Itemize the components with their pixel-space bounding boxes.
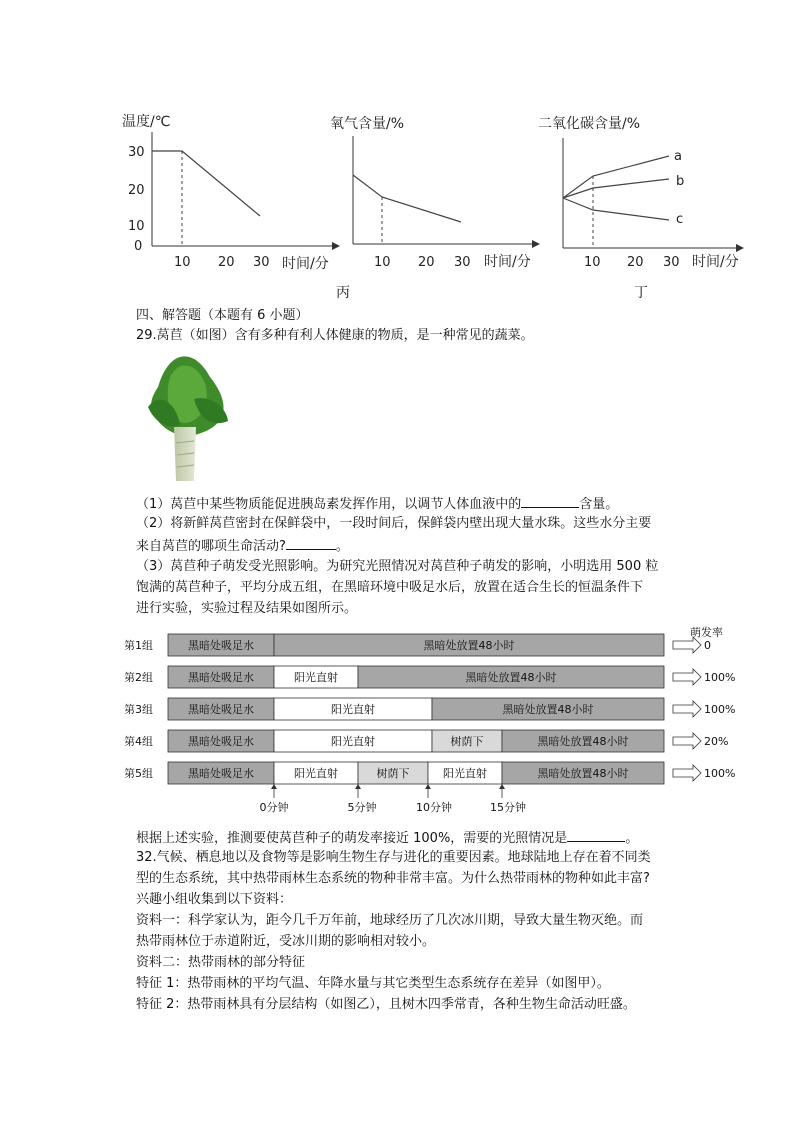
group-label: 第1组 bbox=[124, 639, 153, 652]
q29-part2-line2 bbox=[136, 535, 349, 557]
experiment-diagram bbox=[122, 622, 742, 822]
segment-label: 黑暗处吸足水 bbox=[188, 703, 254, 716]
q32-line6: 资料二：热带雨林的部分特征 bbox=[136, 955, 306, 970]
segment-label: 黑暗处吸足水 bbox=[188, 735, 254, 748]
q29-part1-blank[interactable] bbox=[521, 493, 579, 508]
group-label: 第4组 bbox=[124, 735, 153, 748]
oxygen-y-title: 氧气含量/% bbox=[330, 116, 405, 132]
group-label: 第5组 bbox=[124, 767, 153, 780]
q29-part1-text: （1）莴苣中某些物质能促进胰岛素发挥作用，以调节人体血液中的 bbox=[136, 497, 522, 512]
group-rate: 100% bbox=[704, 671, 736, 684]
q32-line5: 热带雨林位于赤道附近，受冰川期的影响相对较小。 bbox=[136, 934, 436, 949]
temp-x-tick: 20 bbox=[218, 255, 235, 270]
q29-conclusion bbox=[136, 827, 638, 849]
segment-label: 黑暗处吸足水 bbox=[188, 767, 254, 780]
segment-label: 阳光直射 bbox=[294, 671, 338, 684]
oxygen-series-line bbox=[353, 175, 461, 222]
oxygen-x-tick: 20 bbox=[418, 255, 435, 270]
oxygen-x-tick: 30 bbox=[454, 255, 471, 270]
q32-line4: 资料一：科学家认为，距今几千万年前，地球经历了几次冰川期，导致大量生物灭绝。而 bbox=[136, 913, 644, 928]
time-label: 5分钟 bbox=[347, 801, 377, 814]
oxygen-chart bbox=[330, 108, 542, 278]
co2-y-title: 二氧化碳含量/% bbox=[538, 116, 641, 132]
segment-label: 黑暗处放置48小时 bbox=[502, 703, 594, 716]
co2-series-c bbox=[563, 198, 669, 220]
q29-part2-text: 来自莴苣的哪项生命活动? bbox=[136, 539, 286, 554]
group-label: 第3组 bbox=[124, 703, 153, 716]
group-rate: 0 bbox=[704, 639, 711, 652]
co2-series-label-c: c bbox=[676, 212, 684, 227]
q29-part3-line1: （3）莴苣种子萌发受光照影响。为研究光照情况对莴苣种子萌发的影响，小明选用 500 粒 bbox=[136, 559, 659, 574]
co2-series-label-b: b bbox=[676, 174, 685, 189]
time-marker-head bbox=[499, 784, 505, 789]
q29-part2-line1: （2）将新鲜莴苣密封在保鲜袋中，一段时间后，保鲜袋内壁出现大量水珠。这些水分主要 bbox=[136, 516, 652, 531]
q32-line3: 兴趣小组收集到以下资料： bbox=[136, 892, 293, 907]
segment-label: 黑暗处吸足水 bbox=[188, 639, 254, 652]
temp-y-tick: 0 bbox=[134, 239, 143, 254]
result-arrow bbox=[673, 733, 701, 749]
temp-series-line bbox=[152, 151, 260, 216]
q29-part1 bbox=[136, 493, 618, 515]
segment-label: 阳光直射 bbox=[331, 703, 375, 716]
oxygen-chart-caption: 丙 bbox=[336, 285, 350, 301]
segment-label: 黑暗处放置48小时 bbox=[537, 767, 629, 780]
time-marker-head bbox=[425, 784, 431, 789]
q29-intro: 29.莴苣（如图）含有多种有利人体健康的物质，是一种常见的蔬菜。 bbox=[136, 328, 534, 343]
section-title: 四、解答题（本题有 6 小题） bbox=[136, 308, 309, 323]
temp-y-tick: 20 bbox=[128, 183, 145, 198]
q29-conclusion-blank[interactable] bbox=[567, 827, 625, 842]
segment-label: 黑暗处吸足水 bbox=[188, 671, 254, 684]
q32-line8: 特征 2：热带雨林具有分层结构（如图乙），且树木四季常青，各种生物生命活动旺盛。 bbox=[136, 997, 636, 1012]
result-arrow bbox=[673, 701, 701, 717]
segment-label: 树荫下 bbox=[376, 767, 410, 780]
time-marker-head bbox=[271, 784, 277, 789]
temperature-chart bbox=[118, 104, 340, 276]
group-rate: 100% bbox=[704, 703, 736, 716]
temp-y-tick: 10 bbox=[128, 219, 145, 234]
temp-y-tick: 30 bbox=[128, 145, 145, 160]
temp-x-tick: 10 bbox=[174, 255, 191, 270]
segment-label: 阳光直射 bbox=[331, 735, 375, 748]
germination-rate-header: 萌发率 bbox=[690, 626, 723, 639]
q32-line2: 型的生态系统，其中热带雨林生态系统的物种非常丰富。为什么热带雨林的物种如此丰富? bbox=[136, 871, 650, 886]
co2-x-tick: 30 bbox=[663, 255, 680, 270]
time-marker-head bbox=[355, 784, 361, 789]
lettuce-image bbox=[140, 347, 232, 485]
time-label: 15分钟 bbox=[490, 801, 526, 814]
co2-x-tick: 20 bbox=[627, 255, 644, 270]
temp-x-tick: 30 bbox=[253, 255, 270, 270]
q29-part1-suffix: 含量。 bbox=[579, 497, 619, 512]
group-rate: 20% bbox=[704, 735, 729, 748]
co2-series-a bbox=[563, 156, 669, 198]
segment-label: 黑暗处放置48小时 bbox=[423, 639, 515, 652]
q29-part2-blank[interactable] bbox=[286, 535, 336, 550]
q29-conclusion-text: 根据上述实验，推测要使莴苣种子的萌发率接近 100%，需要的光照情况是 bbox=[136, 831, 568, 846]
co2-series-b bbox=[563, 179, 669, 198]
segment-label: 黑暗处放置48小时 bbox=[537, 735, 629, 748]
segment-label: 阳光直射 bbox=[443, 767, 487, 780]
time-label: 10分钟 bbox=[416, 801, 452, 814]
temp-x-title: 时间/分 bbox=[282, 256, 329, 272]
q29-conclusion-suffix: 。 bbox=[625, 831, 639, 846]
result-arrow bbox=[673, 637, 701, 653]
q32-line1: 32.气候、栖息地以及食物等是影响生物生存与进化的重要因素。地球陆地上存在着不同类 bbox=[136, 850, 651, 865]
co2-x-arrow bbox=[736, 244, 744, 252]
result-arrow bbox=[673, 765, 701, 781]
result-arrow bbox=[673, 669, 701, 685]
q29-part3-line3: 进行实验，实验过程及结果如图所示。 bbox=[136, 601, 358, 616]
segment-label: 树荫下 bbox=[450, 735, 484, 748]
segment-label: 黑暗处放置48小时 bbox=[465, 671, 557, 684]
oxygen-x-tick: 10 bbox=[374, 255, 391, 270]
time-label: 0分钟 bbox=[259, 801, 289, 814]
co2-series-label-a: a bbox=[674, 149, 682, 164]
group-label: 第2组 bbox=[124, 671, 153, 684]
co2-chart-caption: 丁 bbox=[634, 285, 648, 301]
co2-x-title: 时间/分 bbox=[692, 254, 739, 270]
oxygen-x-title: 时间/分 bbox=[484, 254, 531, 270]
co2-chart bbox=[536, 108, 748, 278]
segment-label: 阳光直射 bbox=[294, 767, 338, 780]
co2-x-tick: 10 bbox=[584, 255, 601, 270]
q32-line7: 特征 1：热带雨林的平均气温、年降水量与其它类型生态系统存在差异（如图甲）。 bbox=[136, 976, 610, 991]
temp-y-title: 温度/℃ bbox=[122, 114, 171, 130]
group-rate: 100% bbox=[704, 767, 736, 780]
q29-part2-suffix: 。 bbox=[335, 539, 349, 554]
q29-part3-line2: 饱满的莴苣种子，平均分成五组，在黑暗环境中吸足水后，放置在适合生长的恒温条件下 bbox=[136, 580, 644, 595]
